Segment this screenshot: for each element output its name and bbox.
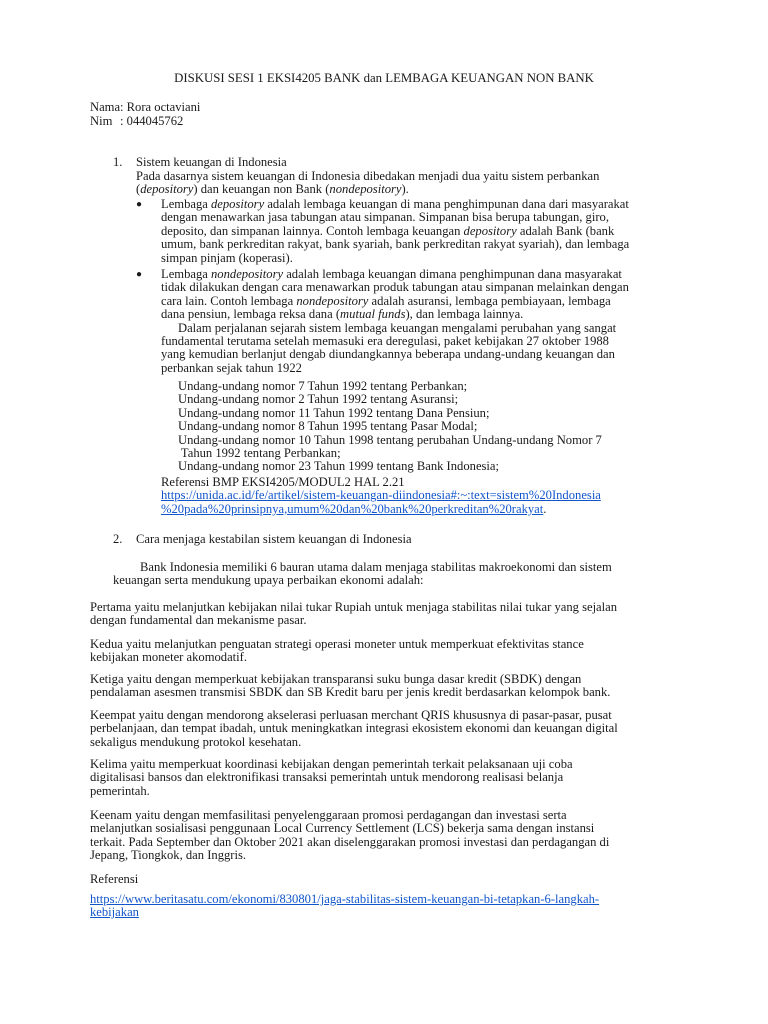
section1-intro: Pada dasarnya sistem keuangan di Indonesia dibedakan menjadi dua yaitu sistem perbankan (depository) dan keuangan non Bank (nondepository). [136, 169, 600, 197]
section2-heading: Cara menjaga kestabilan sistem keuangan di Indonesia [136, 532, 412, 546]
bullet-icon: ● [136, 269, 143, 280]
reference-link[interactable]: https://www.beritasatu.com/ekonomi/830801/jaga-stabilitas-sistem-keuangan-bi-tetapkan-6-langkah- [90, 892, 600, 906]
paragraph-pertama: Pertama yaitu melanjutkan kebijakan nilai tukar Rupiah untuk menjaga stabilitas nilai tukar yang sejalan dengan fundamental dan mekanisme pasar. [90, 600, 618, 628]
law-item: Tahun 1992 tentang Perbankan; [178, 446, 341, 461]
law-item: Undang-undang nomor 23 Tahun 1999 tentang Bank Indonesia; [178, 459, 500, 474]
law-item: Undang-undang nomor 2 Tahun 1992 tentang Asuransi; [178, 392, 459, 407]
law-item: Undang-undang nomor 7 Tahun 1992 tentang Perbankan; [178, 379, 468, 393]
section2-number: 2. [113, 532, 123, 546]
paragraph-kelima: Kelima yaitu memperkuat koordinasi kebijakan dengan pemerintah terkait pelaksanaan uji coba digitalisasi bansos dan elektronifikasi transaksi pemerintah untuk mendorong realisasi belanja pemerintah. [90, 757, 573, 798]
reference-link[interactable]: https://unida.ac.id/fe/artikel/sistem-keuangan-diindonesia#:~:text=sistem%20Indonesia [161, 488, 601, 503]
section2-intro: Bank Indonesia memiliki 6 bauran utama dalam menjaga stabilitas makroekonomi dan sistem keuangan serta mendukung upaya perbaikan ekonomi adalah: [113, 560, 612, 588]
references-label: Referensi [90, 872, 139, 886]
nim-value: : 044045762 [120, 114, 184, 128]
bullet-depository: Lembaga depository adalah lembaga keuangan di mana penghimpunan dana dari masyarakat dengan menawarkan jasa tabungan atau simpanan. Simpanan bisa berupa tabungan, giro, deposito, dan simpanan lainnya. Contoh lembaga keuangan depository adalah Bank (bank umum, bank perkreditan rakyat, bank syariah, bank perkreditan rakyat syariah), dan lembaga simpan pinjam (koperasi). [161, 197, 630, 265]
reference-link[interactable]: kebijakan [90, 905, 139, 920]
paragraph-ketiga: Ketiga yaitu dengan memperkuat kebijakan transparansi suku bunga dasar kredit (SBDK) dengan pendalaman asesmen transmisi SBDK dan SB Kredit baru per jenis kredit berdasarkan kelompok bank. [90, 672, 611, 700]
paragraph-keenam: Keenam yaitu dengan memfasilitasi penyelenggaraan promosi perdagangan dan investasi serta melanjutkan sosialisasi penggunaan Local Currency Settlement (LCS) bekerja sama dengan instansi terkait. Pada September dan Oktober 2021 akan diselenggarakan promosi investasi dan perdagangan di Jepang, Tiongkok, dan Inggris. [90, 808, 610, 863]
bullet-nondepository: Lembaga nondepository adalah lembaga keuangan dimana penghimpunan dana masyarakat tidak dilakukan dengan cara menawarkan produk tabungan atau simpanan melainkan dengan cara lain. Contoh lembaga nondepository adalah asuransi, lembaga pembiayaan, lembaga dana pensiun, lembaga reksa dana (mutual funds), dan lembaga lainnya. Dalam perjalanan sejarah sistem lembaga keuangan mengalami perubahan yang sangat fundamental terutama setelah memasuki era deregulasi, paket kebijakan 27 oktober 1988 yang kemudian berlanjut dengab diundangkannya beberapa undang-undang keuangan dan perbankan sejak tahun 1922 [161, 267, 629, 375]
section1-number: 1. [113, 155, 123, 169]
law-item: Undang-undang nomor 8 Tahun 1995 tentang Pasar Modal; [178, 419, 478, 434]
name-value: : Rora octaviani [120, 100, 201, 114]
paragraph-keempat: Keempat yaitu dengan mendorong akselerasi perluasan merchant QRIS khususnya di pasar-pasar, pusat perbelanjaan, dan tempat ibadah, untuk meningkatkan integrasi ekosistem ekonomi dan keuangan digital sekaligus mendukung protokol kesehatan. [90, 708, 618, 749]
law-item: Undang-undang nomor 10 Tahun 1998 tentang perubahan Undang-undang Nomor 7 [178, 432, 602, 447]
reference-label: Referensi BMP EKSI4205/MODUL2 HAL 2.21 [161, 475, 405, 489]
section1-reference: Referensi BMP EKSI4205/MODUL2 HAL 2.21 https://unida.ac.id/fe/artikel/sistem-keuangan-diindonesia#:~:text=sistem%20Indonesia %20pada%20prinsipnya,umum%20dan%20bank%20perkreditan%20rakyat. [161, 475, 601, 516]
document-title: DISKUSI SESI 1 EKSI4205 BANK dan LEMBAGA KEUANGAN NON BANK [174, 71, 594, 85]
law-list [178, 380, 602, 474]
paragraph-kedua: Kedua yaitu melanjutkan penguatan strategi operasi moneter untuk memperkuat efektivitas stance kebijakan moneter akomodatif. [90, 637, 584, 665]
bullet-icon: ● [136, 199, 143, 210]
name-label: Nama [90, 100, 121, 114]
section1-heading: Sistem keuangan di Indonesia [136, 155, 287, 169]
reference-link[interactable]: %20pada%20prinsipnya,umum%20dan%20bank%20perkreditan%20rakyat [161, 501, 544, 516]
law-item: Undang-undang nomor 11 Tahun 1992 tentang Dana Pensiun; [178, 405, 490, 420]
references-link-block [90, 893, 690, 920]
nim-label: Nim [90, 114, 113, 128]
